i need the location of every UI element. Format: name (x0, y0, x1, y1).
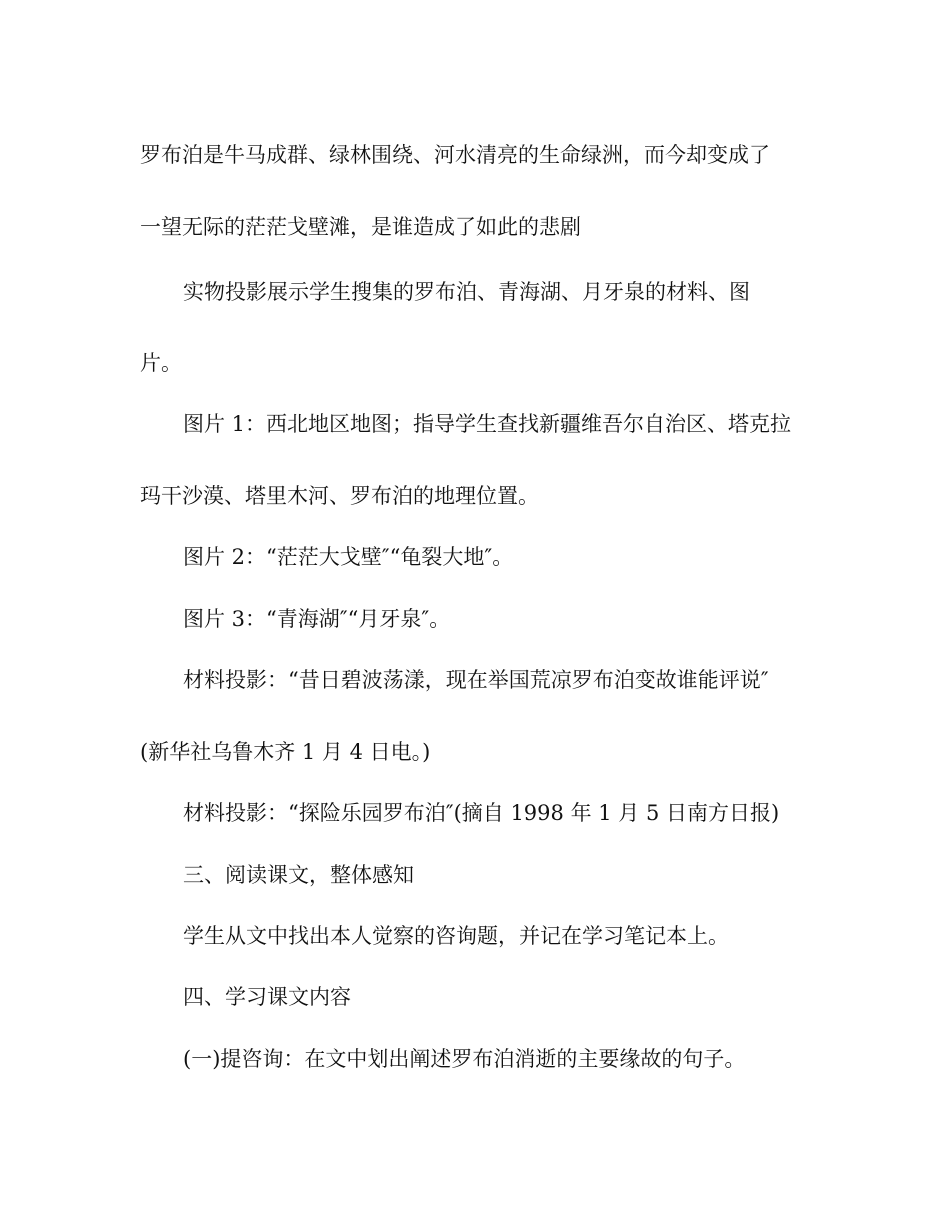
section-heading-3: 三、阅读课文，整体感知 (183, 863, 414, 887)
text-line-9: 材料投影：“昔日碧波荡漾，现在举国荒凉罗布泊变故谁能评说″ (183, 668, 769, 692)
text-line-15: (一)提咨询：在文中划出阐述罗布泊消逝的主要缘故的句子。 (183, 1047, 746, 1071)
section-heading-4: 四、学习课文内容 (183, 985, 351, 1009)
text-line-3: 实物投影展示学生搜集的罗布泊、青海湖、月牙泉的材料、图 (183, 280, 750, 304)
text-line-13: 学生从文中找出本人觉察的咨询题，并记在学习笔记本上。 (183, 924, 729, 948)
text-line-10: (新华社乌鲁木齐 1 月 4 日电。) (140, 740, 431, 764)
text-line-2: 一望无际的茫茫戈壁滩，是谁造成了如此的悲剧 (140, 215, 581, 239)
text-line-8: 图片 3：“青海湖″“月牙泉″。 (183, 607, 451, 631)
text-line-7: 图片 2：“茫茫大戈壁″“龟裂大地″。 (183, 545, 514, 569)
text-line-4: 片。 (140, 351, 182, 375)
text-line-1: 罗布泊是牛马成群、绿林围绕、河水清亮的生命绿洲，而今却变成了 (140, 143, 770, 167)
text-line-6: 玛干沙漠、塔里木河、罗布泊的地理位置。 (140, 484, 539, 508)
text-line-5: 图片 1：西北地区地图；指导学生查找新疆维吾尔自治区、塔克拉 (183, 412, 792, 436)
text-line-11: 材料投影：“探险乐园罗布泊″(摘自 1998 年 1 月 5 日南方日报) (183, 801, 780, 825)
